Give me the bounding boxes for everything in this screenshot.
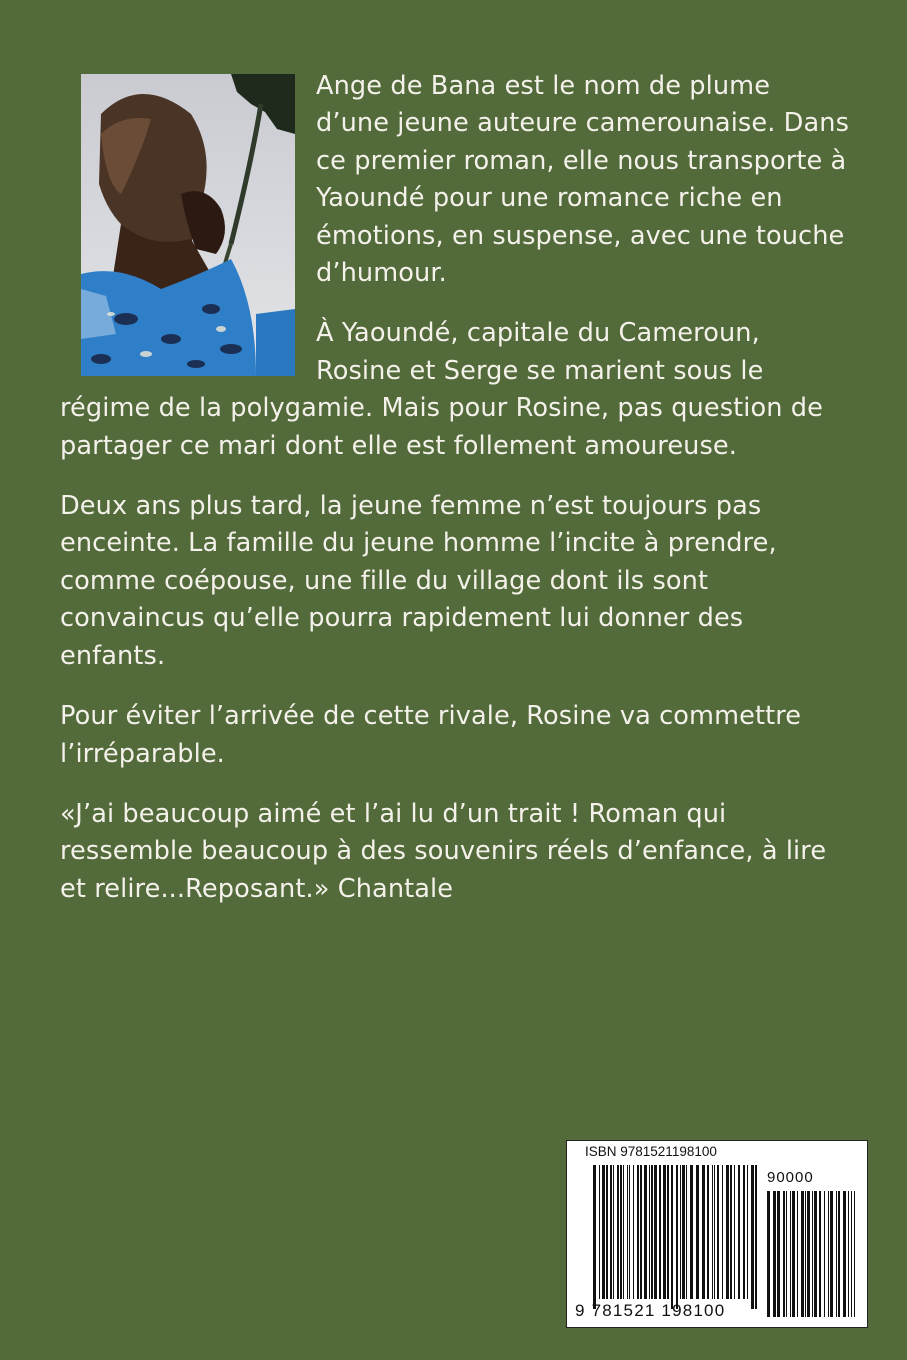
barcode-digits: 9 781521 198100 [575, 1301, 726, 1320]
paragraph-author: Ange de Bana est le nom de plume d’une jeune auteure camerounaise. Dans ce premier roman, elle nous transporte à Yaoundé pour une romance riche en émotions, en suspense, avec une touche d’humour. [316, 71, 850, 289]
photo-spacer [60, 68, 316, 390]
isbn-barcode [566, 1140, 868, 1328]
price-code: 90000 [767, 1169, 814, 1186]
blurb-text [60, 68, 850, 931]
paragraph-synopsis-3: Pour éviter l’arrivée de cette rivale, Rosine va commettre l’irréparable. [60, 701, 802, 769]
paragraph-review-quote: «J’ai beaucoup aimé et l’ai lu d’un trait ! Roman qui ressemble beaucoup à des souvenirs réels d’enfance, à lire et relire...Reposant.» Chantale [60, 798, 827, 904]
isbn-label: ISBN 9781521198100 [585, 1144, 717, 1159]
paragraph-synopsis-2: Deux ans plus tard, la jeune femme n’est toujours pas enceinte. La famille du jeune homme l’incite à prendre, comme coépouse, une fille du village dont ils sont convaincus qu’elle pourra rapidement lui donner des enfants. [60, 491, 777, 671]
paragraph-synopsis-1: À Yaoundé, capitale du Cameroun, Rosine et Serge se marient sous le régime de la polygamie. Mais pour Rosine, pas question de partager ce mari dont elle est follement amoureuse. [60, 318, 823, 461]
barcode-bars-icon [567, 1141, 867, 1327]
